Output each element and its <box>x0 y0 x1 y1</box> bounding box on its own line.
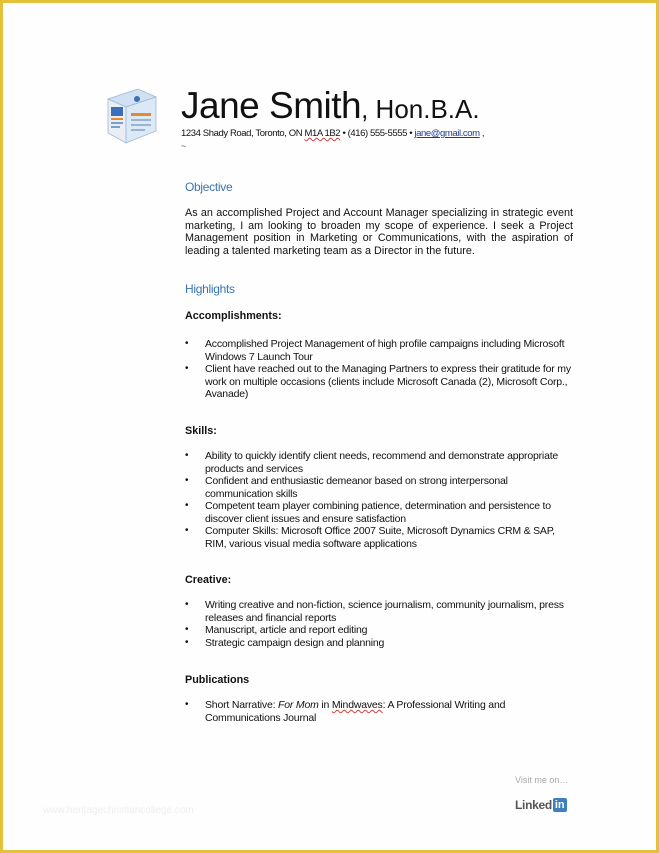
visit-me-label: Visit me on… <box>515 775 569 785</box>
creative-title: Creative: <box>185 574 232 586</box>
applicant-credential: , Hon.B.A. <box>361 94 480 124</box>
resume-page <box>3 3 656 850</box>
tick-mark: ~ <box>181 141 187 151</box>
list-item: • Computer Skills: Microsoft Office 2007 Suite, Microsoft Dynamics CRM & SAP, RIM, various visual media software applications <box>185 525 575 550</box>
site-watermark: www.heritagechristiancollege.com <box>43 805 194 816</box>
list-item: • Accomplished Project Management of high profile campaigns including Microsoft Windows 7 Launch Tour <box>185 338 575 363</box>
list-item <box>185 699 575 724</box>
list-item: • Confident and enthusiastic demeanor based on strong interpersonal communication skills <box>185 475 575 500</box>
publication-connector: in <box>318 699 332 711</box>
accomplishments-list <box>185 338 575 401</box>
list-item: • Strategic campaign design and planning <box>185 637 575 650</box>
creative-list <box>185 599 575 649</box>
list-item: • Writing creative and non-fiction, science journalism, community journalism, press releases and financial reports <box>185 599 575 624</box>
contact-suffix: , <box>479 128 485 139</box>
contact-address: 1234 Shady Road, Toronto, ON <box>181 128 305 139</box>
publication-suffix: : A Professional Writing and Communications Journal <box>205 699 506 724</box>
publications-list <box>185 699 575 724</box>
contact-email-link[interactable]: jane@gmail.com <box>414 128 480 139</box>
publication-title: For Mom <box>278 699 319 711</box>
contact-postal-code: M1A 1B2 <box>304 128 341 139</box>
applicant-name-heading <box>181 87 480 124</box>
list-item: • Manuscript, article and report editing <box>185 624 575 637</box>
publication-prefix: Short Narrative: <box>205 699 279 711</box>
list-item: • Ability to quickly identify client needs, recommend and demonstrate appropriate products and services <box>185 450 575 475</box>
contact-phone: • (416) 555-5555 • <box>340 128 415 139</box>
publications-title: Publications <box>185 674 250 686</box>
publication-journal-name: Mindwaves <box>331 699 383 711</box>
accomplishments-title: Accomplishments: <box>185 310 282 322</box>
objective-text: As an accomplished Project and Account Manager specializing in strategic event marketing, I am looking to broaden my scope of experience. I seek a Project Management position in Marketing or Communications, with the aspiration of leading a talented marketing team as a Director in the future. <box>185 207 573 257</box>
contact-line <box>181 128 484 139</box>
linkedin-icon: in <box>554 799 565 811</box>
resume-document-icon <box>100 85 162 147</box>
skills-list <box>185 450 575 550</box>
objective-heading: Objective <box>185 180 233 194</box>
highlights-heading: Highlights <box>185 282 235 296</box>
applicant-name: Jane Smith <box>181 85 362 126</box>
list-item: • Competent team player combining patience, determination and persistence to discover client issues and ensure satisfaction <box>185 500 575 525</box>
skills-title: Skills: <box>185 425 217 437</box>
linkedin-link[interactable] <box>515 798 567 812</box>
linkedin-text: Linked <box>515 798 552 812</box>
list-item: • Client have reached out to the Managing Partners to express their gratitude for my work on multiple occasions (clients include Microsoft Canada (2), Microsoft Corp., Avanade) <box>185 363 575 401</box>
